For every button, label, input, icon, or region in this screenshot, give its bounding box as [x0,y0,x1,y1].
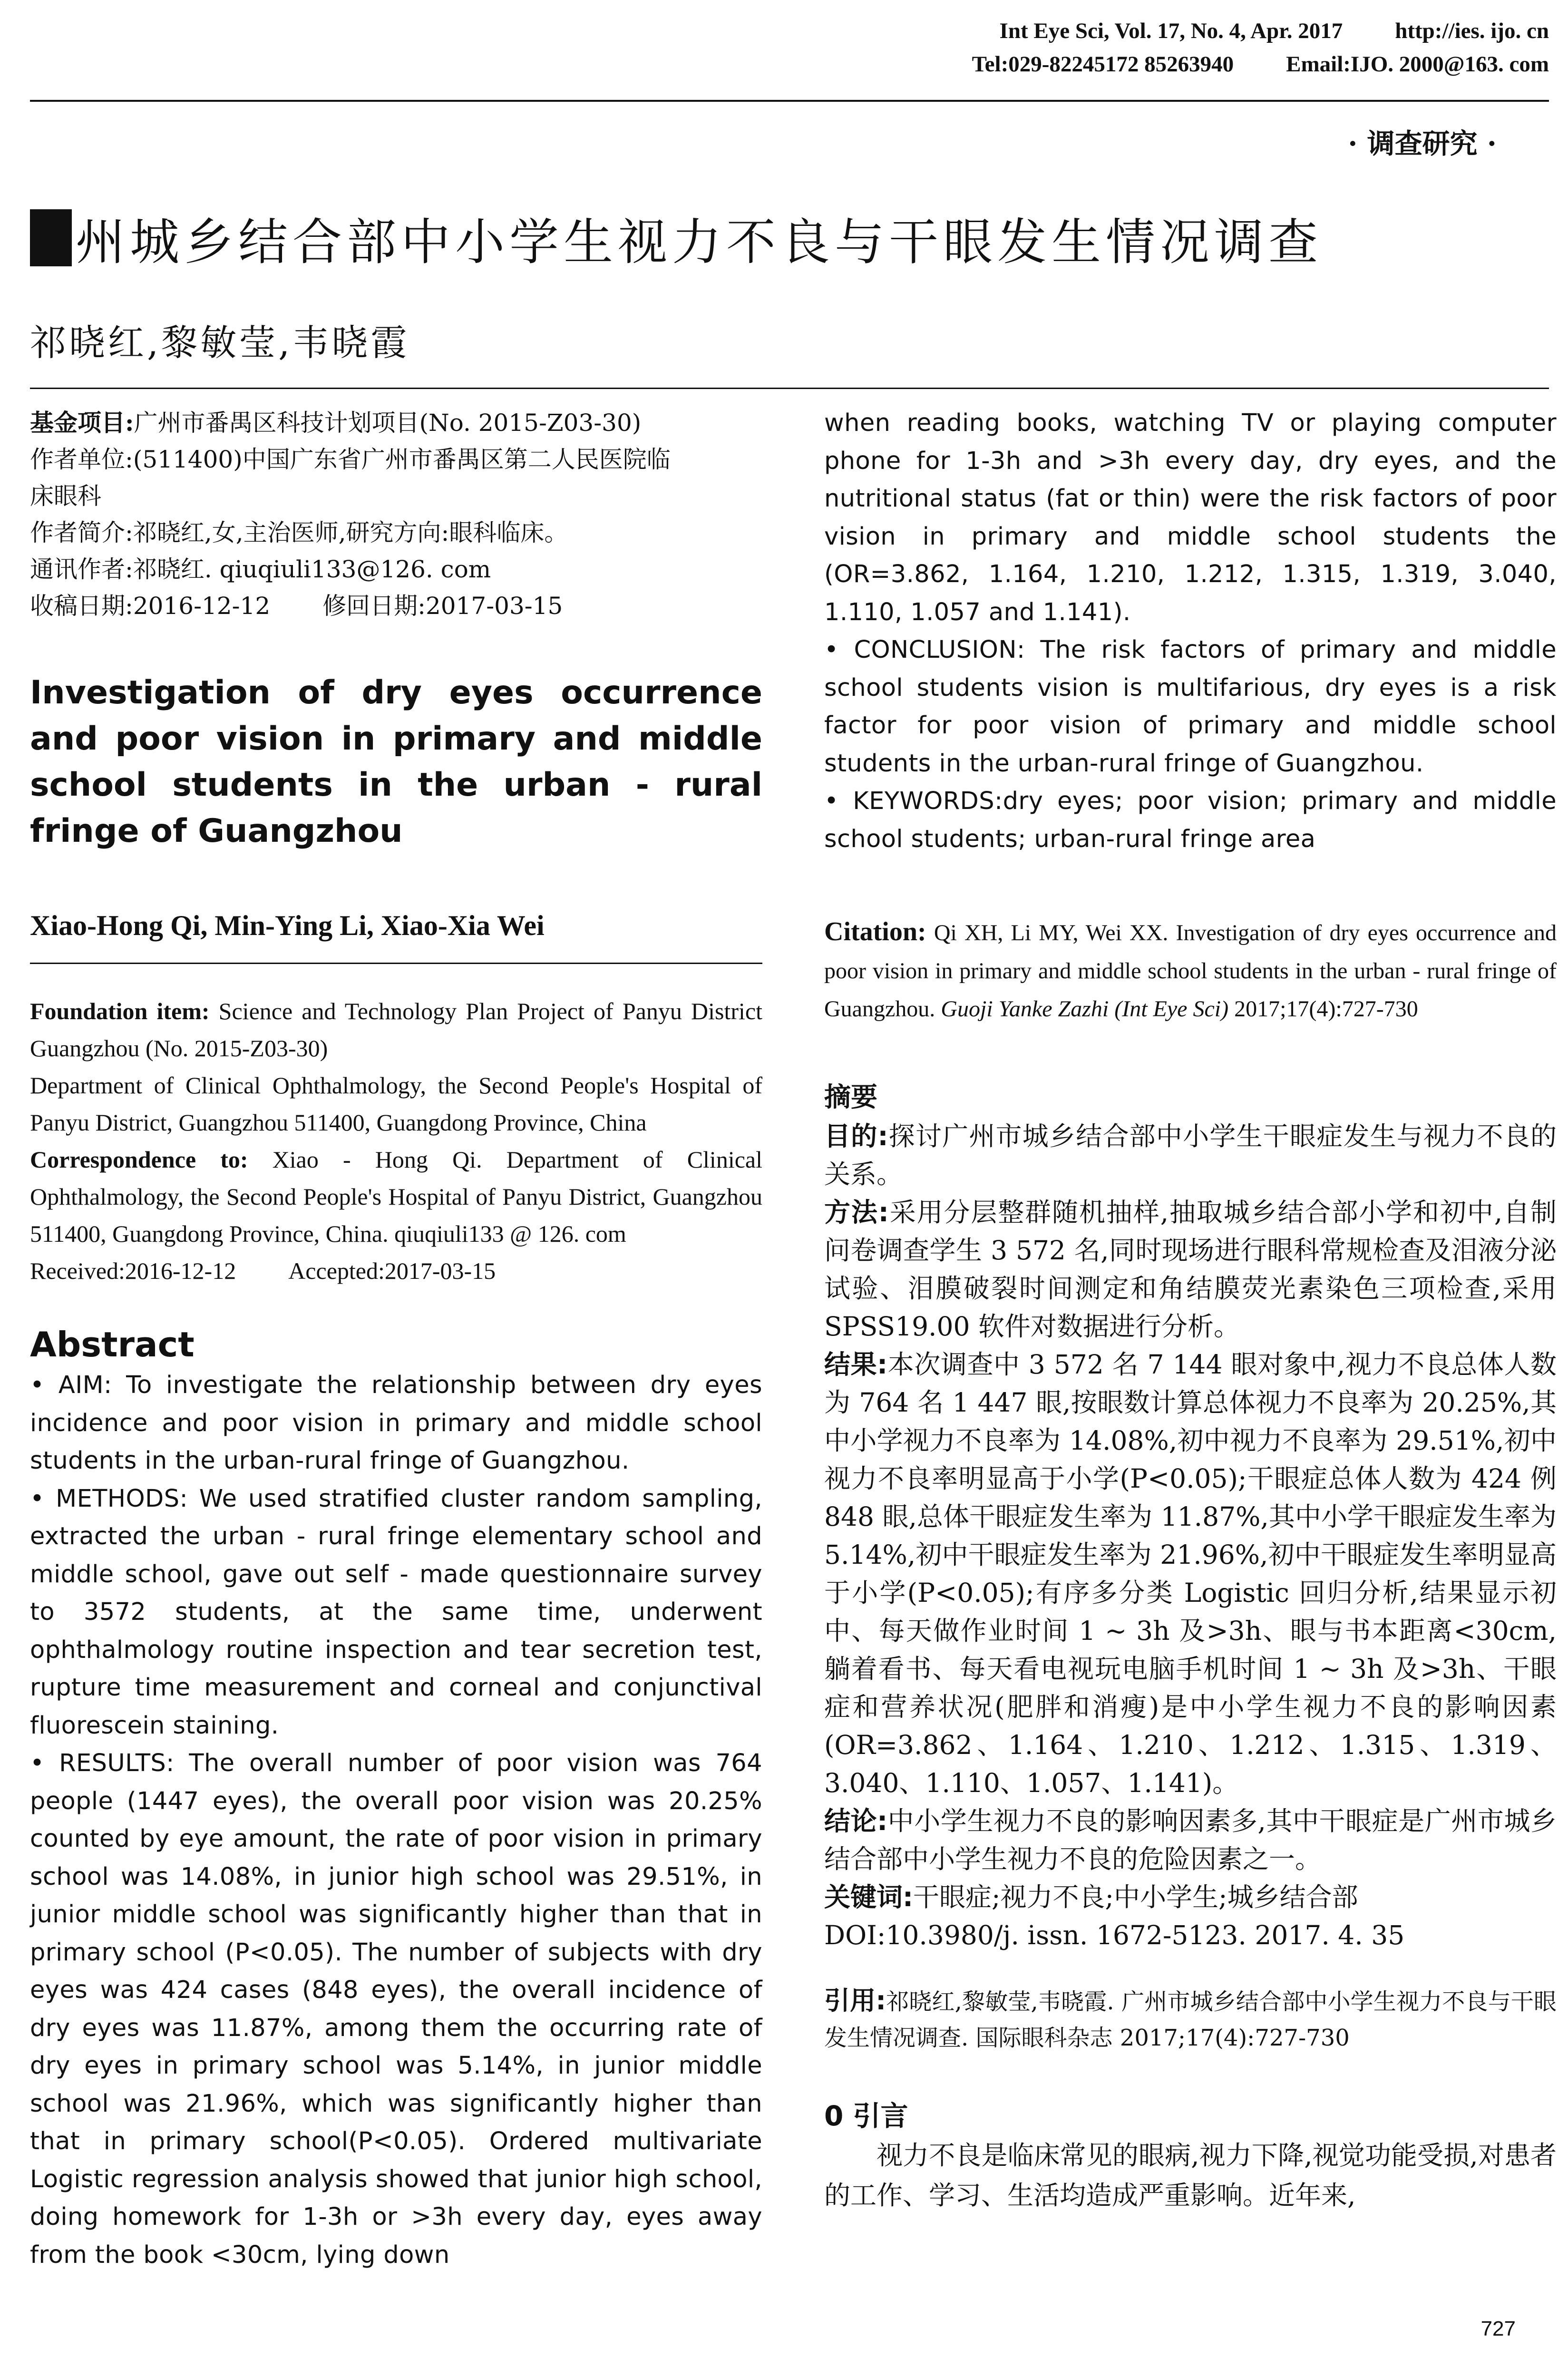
introduction-paragraph: 视力不良是临床常见的眼病,视力下降,视觉功能受损,对患者的工作、学习、生活均造成严重影响。近年来, [824,2140,1557,2211]
citation-en-journal: Guoji Yanke Zazhi (Int Eye Sci) [941,996,1229,1022]
bio-cn-label: 作者简介: [30,519,133,546]
abstract-methods: • METHODS: We used stratified cluster random sampling, extracted the urban - rural fringe elementary school and middle school, gave out self - made questionnaire survey to 3572 students, at the same time, underwent ophthalmology routine inspection and tear secretion test, rupture time measurement and corneal and conjunctival fluorescein staining. [30,1484,762,1740]
cn-conclusion-text: 中小学生视力不良的影响因素多,其中干眼症是广州市城乡结合部中小学生视力不良的危险因素之一。 [824,1806,1557,1874]
introduction-body [824,2135,1557,2215]
authors-cn: 祁晓红,黎敏莹,韦晓霞 [30,321,410,364]
bio-cn [30,515,762,551]
cn-abstract-keywords [824,1878,1557,1916]
abstract-aim: • AIM: To investigate the relationship between dry eyes incidence and poor vision in primary and middle school students in the urban-rural fringe of Guangzhou. [30,1371,762,1475]
citation-cn-body [824,1983,1557,2056]
cn-abstract-methods [824,1193,1557,1345]
foundation-en [30,993,762,1067]
english-metadata [30,993,762,1289]
citation-cn-label: 引用: [824,1986,886,2016]
citation-en-text-a: Qi XH, Li MY, Wei XX. Investigation of dry eyes occurrence and poor vision in primary and middle school students in the urban - rural fringe of Guangzhou. [824,920,1557,1022]
right-column [824,404,1557,2215]
corr-cn [30,551,762,588]
foundation-cn [30,404,762,441]
page-number: 727 [1480,2317,1516,2340]
citation-en [824,913,1557,1028]
abstract-keywords: • KEYWORDS:dry eyes; poor vision; primary and middle school students; urban-rural fringe area [824,787,1557,853]
cn-methods-text: 采用分层整群随机抽样,抽取城乡结合部小学和初中,自制问卷调查学生 3 572 名,同时现场进行眼科常规检查及泪液分泌试验、泪膜破裂时间测定和角结膜荧光素染色三项检查,采用 SPSS19.00 软件对数据进行分析。 [824,1197,1557,1342]
abstract-results-cont: when reading books, watching TV or playing computer phone for 1-3h and >3h every day, dry eyes, and the nutritional status (fat or thin) were the risk factors of poor vision in primary and middle school students the (OR=3.862, 1.164, 1.210, 1.212, 1.315, 1.319, 3.040, 1.110, 1.057 and 1.141). [824,409,1557,626]
cn-abstract-doi[interactable]: DOI:10.3980/j. issn. 1672-5123. 2017. 4. 35 [824,1920,1405,1950]
article-title [30,195,1528,281]
foundation-cn-text: 广州市番禺区科技计划项目(No. 2015-Z03-30) [134,409,642,437]
cn-results-text: 本次调查中 3 572 名 7 144 眼对象中,视力不良总体人数为 764 名 1 447 眼,按眼数计算总体视力不良率为 20.25%,其中小学视力不良率为 14.08%,初中视力不良率为 29.51%,初中视力不良率明显高于小学(P<0.05);干眼症总体人数为 424 例 848 眼,总体干眼症发生率为 11.87%,其中小学干眼症发生率为 5.14%,初中干眼症发生率为 21.96%,初中干眼症发生率明显高于小学(P<0.05);有序多分类 Logistic 回归分析,结果显示初中、每天做作业时间 1 ~ 3h 及>3h、眼与书本距离<30cm,躺着看书、每天看电视玩电脑手机时间 1 ~ 3h 及>3h、干眼症和营养状况(肥胖和消瘦)是中小学生视力不良的影响因素(OR=3.862、1.164、1.210、1.212、1.315、1.319、3.040、1.110、1.057、1.141)。 [824,1349,1557,1798]
foundation-cn-label: 基金项目: [30,409,134,437]
cn-abstract-heading: 摘要 [824,1082,877,1113]
unit-cn-label: 作者单位: [30,446,133,473]
header-divider [30,100,1549,102]
authors-divider [30,963,762,964]
cn-aim-label: 目的: [824,1121,888,1151]
citation-en-label: Citation: [824,917,926,946]
citation-cn [824,1983,1557,2056]
journal-citation: Int Eye Sci, Vol. 17, No. 4, Apr. 2017 [999,19,1343,43]
accepted-en: Accepted:2017-03-15 [288,1257,496,1284]
citation-en-text-b: 2017;17(4):727-730 [1228,996,1418,1022]
foundation-en-label: Foundation item: [30,998,210,1024]
cn-metadata [30,404,762,624]
corr-en [30,1141,762,1252]
unit-cn [30,441,762,478]
cn-results-label: 结果: [824,1349,888,1380]
bio-cn-text: 祁晓红,女,主治医师,研究方向:眼科临床。 [133,519,568,546]
corr-en-text: Xiao - Hong Qi. Department of Clinical Ophthalmology, the Second People's Hospital of Panyu District, Guangzhou 511400, Guangdong Province, China. qiuqiuli133 @ 126. com [30,1146,762,1247]
journal-tel: Tel:029-82245172 85263940 [972,52,1234,77]
running-header [30,14,1549,97]
title-text: 州城乡结合部中小学生视力不良与干眼发生情况调查 [76,213,1323,271]
abstract-body [30,1366,762,2274]
abstract-body-cont [824,404,1557,858]
cn-abstract-results [824,1345,1557,1802]
cn-abstract-aim [824,1117,1557,1193]
cn-aim-text: 探讨广州市城乡结合部中小学生干眼症发生与视力不良的关系。 [824,1121,1557,1189]
foundation-en-text: Science and Technology Plan Project of Panyu District Guangzhou (No. 2015-Z03-30) [30,998,762,1062]
cn-conclusion-label: 结论: [824,1806,888,1836]
received-en: Received:2016-12-12 [30,1257,236,1284]
journal-email[interactable]: Email:IJO. 2000@163. com [1286,52,1549,77]
header-line-2 [30,48,1549,81]
dates-cn [30,588,762,624]
title-drop-block [30,209,72,266]
introduction-heading: 0 引言 [824,2100,908,2132]
department-en: Department of Clinical Ophthalmology, the Second People's Hospital of Panyu District, Guangzhou 511400, Guangdong Province, China [30,1072,762,1136]
corr-cn-text: 祁晓红. qiuqiuli133@126. com [133,555,491,583]
dates-en [30,1252,762,1289]
citation-cn-text: 祁晓红,黎敏莹,韦晓霞. 广州市城乡结合部中小学生视力不良与干眼发生情况调查. 国际眼科杂志 2017;17(4):727-730 [824,1988,1557,2051]
revised-cn: 修回日期:2017-03-15 [322,592,563,620]
unit-cn-cont: 床眼科 [30,482,101,510]
title-divider [30,388,1549,389]
abstract-results: • RESULTS: The overall number of poor vision was 764 people (1447 eyes), the overall poor vision was 20.25% counted by eye amount, the rate of poor vision in primary school was 14.08%, in junior high school was 29.51%, in junior middle school was significantly higher than that in primary school (P<0.05). The number of subjects with dry eyes was 424 cases (848 eyes), the overall incidence of dry eyes was 11.87%, among them the occurring rate of dry eyes in primary school was 5.14%, in junior middle school was 21.96%, which was significantly higher than that in primary school(P<0.05). Ordered multivariate Logistic regression analysis showed that junior high school, doing homework for 1-3h or >3h every day, eyes away from the book <30cm, lying down [30,1749,762,2269]
english-title: Investigation of dry eyes occurrence and poor vision in primary and middle school students in the urban - rural fringe of Guangzhou [30,674,762,850]
cn-abstract-conclusion [824,1802,1557,1878]
cn-methods-label: 方法: [824,1197,889,1227]
cn-keywords-label: 关键词: [824,1882,913,1912]
journal-url[interactable]: http://ies. ijo. cn [1395,19,1549,43]
section-tag: · 调查研究 · [1348,127,1497,160]
english-authors: Xiao-Hong Qi, Min-Ying Li, Xiao-Xia Wei [30,910,545,941]
unit-cn-text: (511400)中国广东省广州市番禺区第二人民医院临 [133,446,671,473]
abstract-heading: Abstract [30,1325,195,1364]
cn-keywords-text: 干眼症;视力不良;中小学生;城乡结合部 [913,1882,1358,1912]
left-column [30,404,762,2274]
received-cn: 收稿日期:2016-12-12 [30,592,271,620]
cn-abstract-body [824,1117,1557,1954]
abstract-conclusion: • CONCLUSION: The risk factors of primary and middle school students vision is multifarious, dry eyes is a risk factor for poor vision of primary and middle school students in the urban-rural fringe of Guangzhou. [824,636,1557,778]
header-line-1 [30,14,1549,48]
corr-en-label: Correspondence to: [30,1146,248,1173]
corr-cn-label: 通讯作者: [30,555,133,583]
